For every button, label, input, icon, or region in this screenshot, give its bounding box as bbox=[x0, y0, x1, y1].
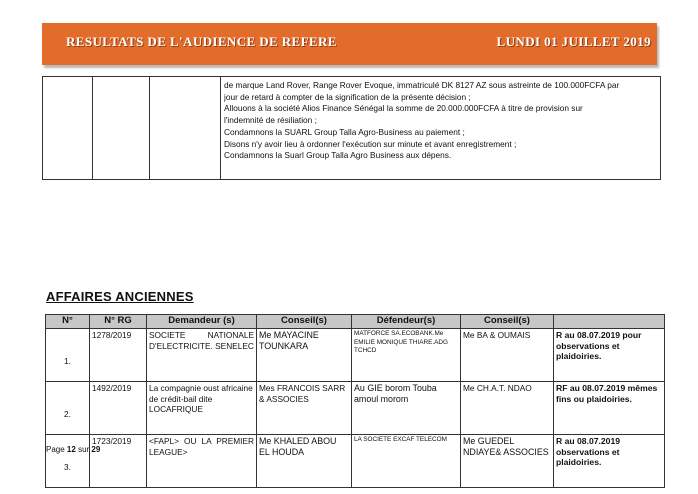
page-label: Page bbox=[46, 445, 65, 454]
decision-line: Disons n'y avoir lieu à ordonner l'exécution sur minute et avant enregistrement ; bbox=[224, 138, 517, 149]
demandeur: La compagnie oust africaine de crédit-bail dite LOCAFRIQUE bbox=[147, 382, 257, 435]
conseil-defendeur: Me BA & OUMAIS bbox=[461, 329, 554, 382]
decision-line: Condamnons la Suarl Group Talla Agro Business aux dépens. bbox=[224, 150, 452, 161]
continuation-table bbox=[42, 76, 661, 180]
header-banner bbox=[42, 23, 657, 65]
table-row bbox=[46, 382, 665, 435]
demandeur: SOCIETE NATIONALE D'ELECTRICITE. SENELEC bbox=[147, 329, 257, 382]
defendeur: LA SOCIETE EXCAF TELECOM bbox=[352, 435, 461, 488]
decision-line: de marque Land Rover, Range Rover Evoque, immatriculé DK 8127 AZ sous astreinte de 100.000FCFA par bbox=[224, 80, 620, 90]
result: R au 08.07.2019 pour observations et plaidoiries. bbox=[554, 329, 665, 382]
page-total: 29 bbox=[91, 445, 101, 454]
hearing-date: LUNDI 01 JUILLET 2019 bbox=[496, 34, 651, 49]
result: R au 08.07.2019 observations et plaidoiries. bbox=[554, 435, 665, 488]
document-title: RESULTATS DE L'AUDIENCE DE REFERE bbox=[66, 34, 337, 49]
col-header-defendeur: Défendeur(s) bbox=[352, 315, 461, 329]
section-title: AFFAIRES ANCIENNES bbox=[46, 289, 194, 304]
col-header-demandeur: Demandeur (s) bbox=[147, 315, 257, 329]
conseil-demandeur: Mes FRANCOIS SARR & ASSOCIES bbox=[257, 382, 352, 435]
col-header-result bbox=[554, 315, 665, 329]
decision-line: Allouons à la société Alios Finance Sénégal la somme de 20.000.000FCFA à titre de provision sur bbox=[224, 103, 583, 114]
empty-cell bbox=[43, 77, 93, 180]
col-header-num: N° bbox=[46, 315, 90, 329]
col-header-conseil-dem: Conseil(s) bbox=[257, 315, 352, 329]
conseil-defendeur: Me CH.A.T. NDAO bbox=[461, 382, 554, 435]
empty-cell bbox=[93, 77, 150, 180]
row-number: 3. bbox=[46, 435, 90, 488]
decision-line: l'indemnité de résiliation ; bbox=[224, 115, 317, 126]
row-number: 2. bbox=[46, 382, 90, 435]
table-row bbox=[43, 77, 661, 180]
conseil-demandeur: Me KHALED ABOU EL HOUDA bbox=[257, 435, 352, 488]
table-header-row bbox=[46, 315, 665, 329]
page-footer bbox=[46, 445, 100, 454]
decision-text bbox=[221, 77, 661, 180]
decision-line: Condamnons la SUARL Group Talla Agro-Business au paiement ; bbox=[224, 126, 465, 137]
rg-number: 1492/2019 bbox=[90, 382, 147, 435]
decision-line: jour de retard à compter de la signification de la présente décision ; bbox=[224, 91, 471, 102]
result: RF au 08.07.2019 mêmes fins ou plaidoiries. bbox=[554, 382, 665, 435]
table-row bbox=[46, 435, 665, 488]
table-row bbox=[46, 329, 665, 382]
row-number: 1. bbox=[46, 329, 90, 382]
cases-table bbox=[45, 314, 665, 488]
of-label: sur bbox=[78, 445, 90, 454]
rg-number: 1278/2019 bbox=[90, 329, 147, 382]
col-header-conseil-def: Conseil(s) bbox=[461, 315, 554, 329]
conseil-defendeur: Me GUEDEL NDIAYE& ASSOCIES bbox=[461, 435, 554, 488]
demandeur: <FAPL> OU LA PREMIER LEAGUE> bbox=[147, 435, 257, 488]
defendeur: MATFORCE SA.ECOBANK.Me EMILIE MONIQUE THIARE.ADG TCHCD bbox=[352, 329, 461, 382]
empty-cell bbox=[150, 77, 221, 180]
page-number: 12 bbox=[66, 445, 76, 454]
defendeur: Au GIE borom Touba amoul morom bbox=[352, 382, 461, 435]
col-header-rg: N° RG bbox=[90, 315, 147, 329]
rg-number: 1723/2019 bbox=[90, 435, 147, 488]
conseil-demandeur: Me MAYACINE TOUNKARA bbox=[257, 329, 352, 382]
